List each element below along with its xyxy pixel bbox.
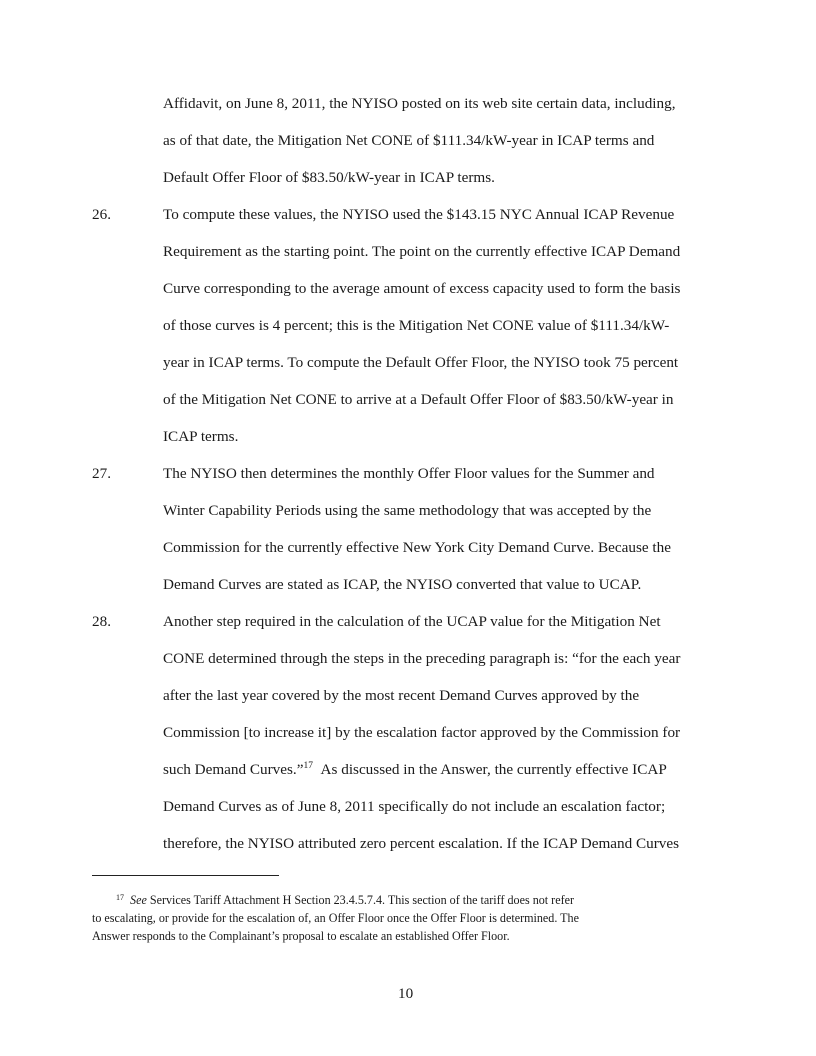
paragraph-line: To compute these values, the NYISO used the $143.15 NYC Annual ICAP Revenue [163, 206, 675, 223]
paragraph-line: CONE determined through the steps in the preceding paragraph is: “for the each year [163, 650, 681, 667]
paragraph-line: therefore, the NYISO attributed zero percent escalation. If the ICAP Demand Curves [163, 835, 680, 852]
paragraph-line: Winter Capability Periods using the same methodology that was accepted by the [163, 502, 652, 519]
paragraph-number: 27. [92, 465, 111, 482]
paragraph-line: of the Mitigation Net CONE to arrive at a Default Offer Floor of $83.50/kW-year in [163, 391, 674, 408]
paragraph-line: year in ICAP terms. To compute the Default Offer Floor, the NYISO took 75 percent [163, 354, 679, 371]
footnote-signal: See [130, 893, 147, 907]
paragraph-line: Commission [to increase it] by the escalation factor approved by the Commission for [163, 724, 681, 741]
footnote-separator [92, 875, 279, 876]
paragraph-number: 28. [92, 613, 111, 630]
footnote-line [116, 894, 574, 906]
paragraph-line: ICAP terms. [163, 428, 239, 445]
footnote-line: Answer responds to the Complainant’s proposal to escalate an established Offer Floor. [92, 929, 510, 943]
paragraph-line: of those curves is 4 percent; this is the Mitigation Net CONE value of $111.34/kW- [163, 317, 670, 334]
intro-line: Default Offer Floor of $83.50/kW-year in ICAP terms. [163, 169, 495, 186]
paragraph-line: after the last year covered by the most recent Demand Curves approved by the [163, 687, 640, 704]
page-number: 10 [398, 985, 414, 1002]
footnote-reference[interactable]: 17 [303, 761, 313, 771]
paragraph-line: Another step required in the calculation of the UCAP value for the Mitigation Net [163, 613, 661, 630]
paragraph-number: 26. [92, 206, 111, 223]
footnote-line: to escalating, or provide for the escalation of, an Offer Floor once the Offer Floor is determined. The [92, 911, 579, 925]
intro-line: Affidavit, on June 8, 2011, the NYISO posted on its web site certain data, including, [163, 95, 676, 112]
paragraph-line: Requirement as the starting point. The point on the currently effective ICAP Demand [163, 243, 681, 260]
footnote-text: Services Tariff Attachment H Section 23.4.5.7.4. This section of the tariff does not refer [149, 893, 574, 907]
paragraph-text: such Demand Curves.” [163, 761, 304, 778]
intro-line: as of that date, the Mitigation Net CONE of $111.34/kW-year in ICAP terms and [163, 132, 655, 149]
paragraph-line-with-footnote [163, 762, 667, 777]
paragraph-line: Demand Curves are stated as ICAP, the NYISO converted that value to UCAP. [163, 576, 642, 593]
paragraph-line: The NYISO then determines the monthly Offer Floor values for the Summer and [163, 465, 655, 482]
paragraph-text: As discussed in the Answer, the currently effective ICAP [320, 761, 667, 778]
paragraph-line: Commission for the currently effective New York City Demand Curve. Because the [163, 539, 671, 556]
paragraph-line: Curve corresponding to the average amount of excess capacity used to form the basis [163, 280, 681, 297]
footnote-number: 17 [116, 893, 124, 902]
paragraph-line: Demand Curves as of June 8, 2011 specifically do not include an escalation factor; [163, 798, 666, 815]
